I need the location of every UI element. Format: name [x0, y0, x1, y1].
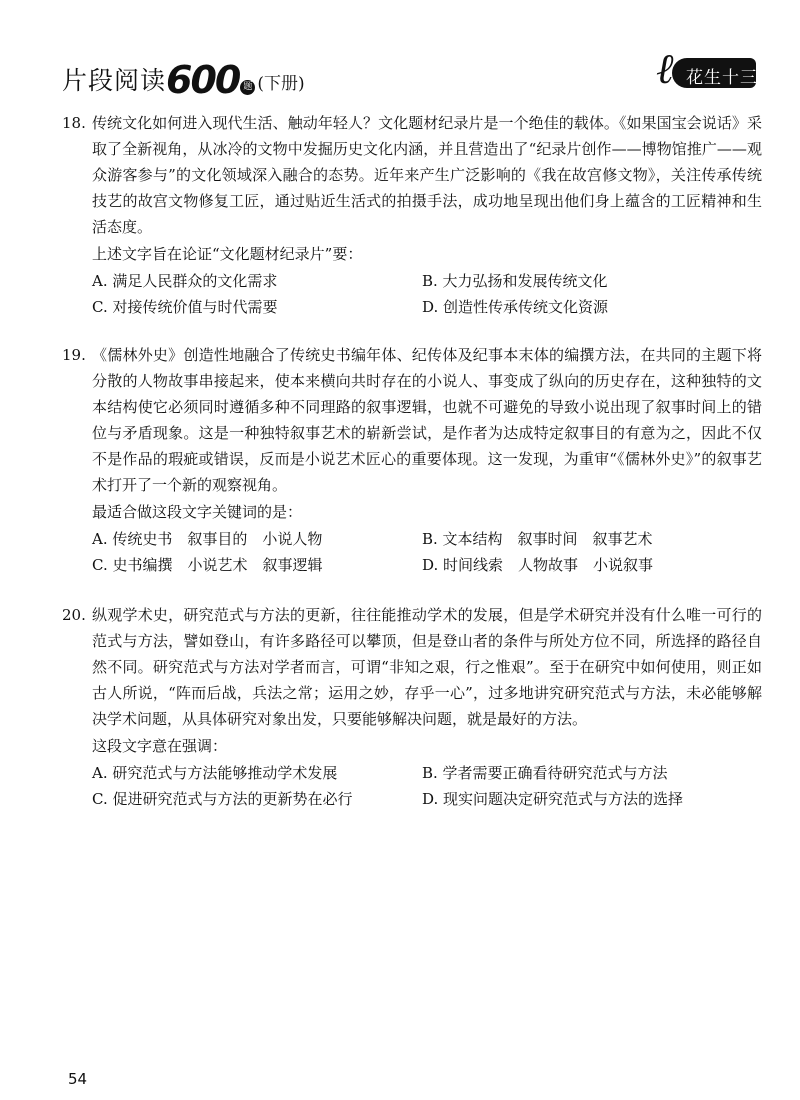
- book-title-badge: 题: [240, 80, 255, 95]
- option-c[interactable]: C. 促进研究范式与方法的更新势在必行: [92, 790, 353, 808]
- book-title-number: 600: [166, 58, 240, 102]
- option-a[interactable]: A. 研究范式与方法能够推动学术发展: [92, 764, 338, 782]
- answer-options: [92, 526, 762, 578]
- answer-options: [92, 760, 762, 812]
- book-title: [62, 58, 305, 102]
- page-number: 54: [68, 1070, 88, 1088]
- option-c[interactable]: C. 对接传统价值与时代需要: [92, 298, 278, 316]
- question-20: [62, 602, 762, 812]
- option-a[interactable]: A. 传统史书 叙事目的 小说人物: [92, 530, 323, 548]
- option-d[interactable]: D. 时间线索 人物故事 小说叙事: [422, 556, 654, 574]
- question-18: [62, 110, 762, 320]
- option-d[interactable]: D. 现实问题决定研究范式与方法的选择: [422, 790, 684, 808]
- question-prompt: 最适合做这段文字关键词的是：: [92, 503, 303, 521]
- question-number: 19.: [62, 346, 86, 364]
- option-c[interactable]: C. 史书编撰 小说艺术 叙事逻辑: [92, 556, 323, 574]
- option-a[interactable]: A. 满足人民群众的文化需求: [92, 272, 278, 290]
- page-header: [62, 44, 762, 102]
- brand-swirl-icon: ℓ: [656, 44, 674, 93]
- question-number: 20.: [62, 606, 86, 624]
- question-number: 18.: [62, 114, 86, 132]
- brand-logo: [656, 44, 758, 93]
- question-stem: 传统文化如何进入现代生活、触动年轻人？文化题材纪录片是一个绝佳的载体。《如果国宝会说话》采取了全新视角，从冰冷的文物中发掘历史文化内涵，并且营造出了“纪录片创作——博物馆推广——观众游客参与”的文化领域深入融合的态势。近年来产生广泛影响的《我在故宫修文物》，关注传承传统技艺的故宫文物修复工匠，通过贴近生活式的拍摄手法，成功地呈现出他们身上蕴含的工匠精神和生活态度。: [92, 114, 762, 236]
- question-stem: 纵观学术史，研究范式与方法的更新，往往能推动学术的发展，但是学术研究并没有什么唯一可行的范式与方法，譬如登山，有许多路径可以攀顶，但是登山者的条件与所处方位不同，所选择的路径自然不同。研究范式与方法对学者而言，可谓“非知之艰，行之惟艰”。至于在研究中如何使用，则正如古人所说，“阵而后战，兵法之常；运用之妙，存乎一心”，过多地讲究研究范式与方法，未必能够解决学术问题，从具体研究对象出发，只要能够解决问题，就是最好的方法。: [92, 606, 762, 728]
- option-d[interactable]: D. 创造性传承传统文化资源: [422, 298, 609, 316]
- question-19: [62, 342, 762, 578]
- option-b[interactable]: B. 文本结构 叙事时间 叙事艺术: [422, 530, 653, 548]
- option-b[interactable]: B. 大力弘扬和发展传统文化: [422, 272, 608, 290]
- question-prompt: 上述文字旨在论证“文化题材纪录片”要：: [92, 245, 363, 263]
- brand-name: 花生十三: [686, 68, 758, 88]
- question-prompt: 这段文字意在强调：: [92, 737, 228, 755]
- answer-options: [92, 268, 762, 320]
- book-subtitle: (下册): [257, 74, 305, 94]
- option-b[interactable]: B. 学者需要正确看待研究范式与方法: [422, 764, 668, 782]
- book-title-text: 片段阅读: [62, 66, 167, 95]
- question-stem: 《儒林外史》创造性地融合了传统史书编年体、纪传体及纪事本末体的编撰方法，在共同的主题下将分散的人物故事串接起来，使本来横向共时存在的小说人、事变成了纵向的历史存在，这种独特的文本结构使它必须同时遵循多种不同理路的叙事逻辑，也就不可避免的导致小说出现了叙事时间上的错位与矛盾现象。这是一种独特叙事艺术的崭新尝试，是作者为达成特定叙事目的有意为之，因此不仅不是作品的瑕疵或错误，反而是小说艺术匠心的重要体现。这一发现，为重审“《儒林外史》”的叙事艺术打开了一个新的观察视角。: [92, 346, 762, 494]
